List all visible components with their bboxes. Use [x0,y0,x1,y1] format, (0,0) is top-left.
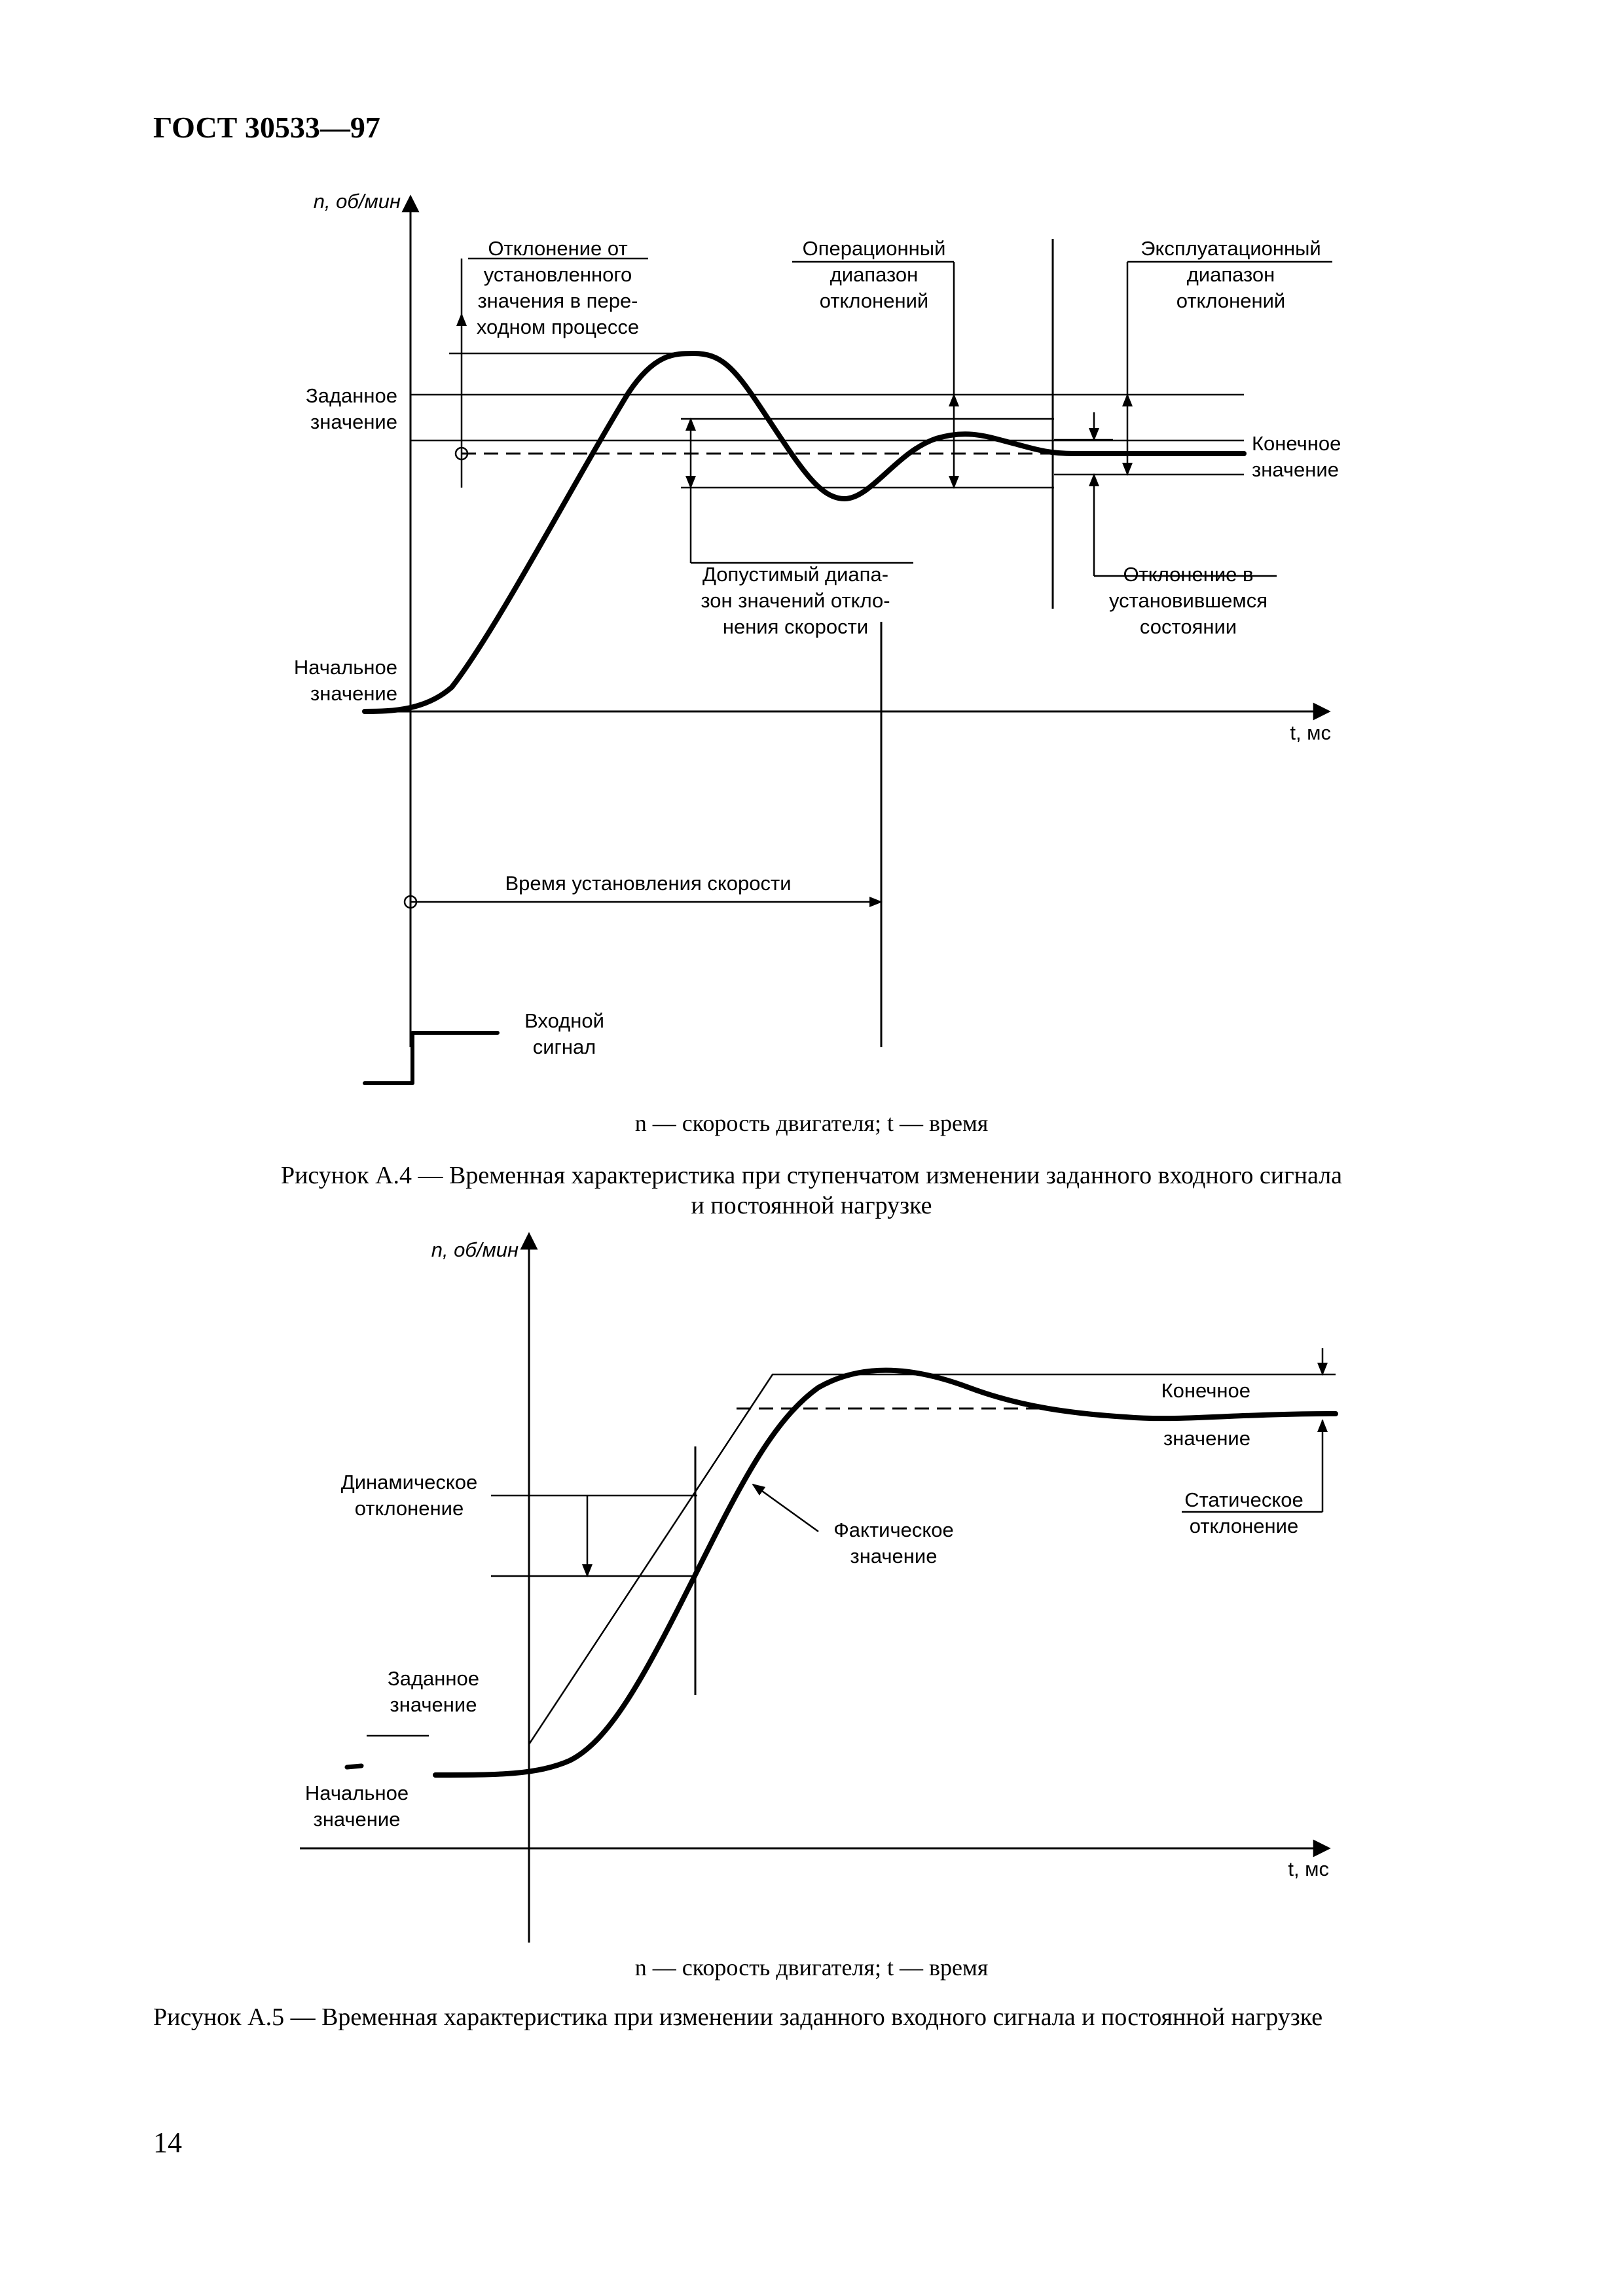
a4-label-exploitation [1140,237,1321,312]
svg-text:отклонений: отклонений [819,289,929,312]
a4-label-initial [294,656,397,705]
svg-text:Заданное: Заданное [387,1667,480,1690]
svg-text:Входной: Входной [524,1009,604,1032]
svg-text:Допустимый диапа-: Допустимый диапа- [702,563,889,586]
a4-response-curve [365,353,1244,711]
a5-label-initial [305,1782,409,1831]
a4-legend: n — скорость двигателя; t — время [634,1110,989,1136]
svg-text:Конечное: Конечное [1252,432,1341,455]
a5-caption: Рисунок А.5 — Временная характеристика при изменении заданного входного сигнала и постоянной нагрузке [153,2003,1323,2031]
a4-label-input [524,1009,604,1058]
figure-a5 [0,1211,1623,1996]
figure-a4 [0,0,1623,1113]
svg-text:отклонение: отклонение [1189,1515,1299,1537]
a4-label-steady-deviation [1109,563,1267,638]
a4-label-operational [803,237,946,312]
a4-label-settling: Время установления скорости [505,872,792,895]
a4-input-step [365,1033,498,1083]
svg-text:Начальное: Начальное [304,1782,409,1804]
a5-y-axis-label: n, об/мин [431,1238,519,1261]
svg-text:диапазон: диапазон [1186,263,1275,286]
a4-label-final [1252,432,1341,481]
a4-label-allowed [701,563,890,638]
svg-text:установленного: установленного [483,263,632,286]
svg-text:значение: значение [310,682,397,705]
svg-text:значение: значение [313,1808,401,1831]
svg-text:Отклонение в: Отклонение в [1123,563,1254,586]
svg-text:ходном процессе: ходном процессе [476,315,640,338]
svg-text:отклонений: отклонений [1176,289,1286,312]
svg-text:Динамическое: Динамическое [340,1471,478,1494]
svg-text:Конечное: Конечное [1161,1379,1250,1402]
svg-text:Операционный: Операционный [802,237,946,260]
a5-actual-arrow [753,1484,818,1532]
svg-text:Статическое: Статическое [1184,1488,1304,1511]
svg-text:значения в пере-: значения в пере- [477,289,638,312]
svg-text:Начальное: Начальное [293,656,397,679]
a5-initial-mark [347,1766,361,1767]
a5-label-dynamic [341,1471,478,1520]
svg-text:Отклонение от: Отклонение от [488,237,628,260]
svg-text:значение: значение [1252,458,1339,481]
a5-label-static [1184,1488,1304,1537]
svg-text:зон значений откло-: зон значений откло- [701,589,890,612]
a5-label-setpoint [388,1667,479,1716]
a5-legend: n — скорость двигателя; t — время [634,1954,989,1981]
svg-text:Фактическое: Фактическое [833,1518,954,1541]
svg-text:нения скорости: нения скорости [722,615,869,638]
svg-text:состоянии: состоянии [1139,615,1237,638]
svg-text:значение: значение [310,410,397,433]
a4-caption-line1: Рисунок А.4 — Временная характеристика при ступенчатом изменении заданного входного сигнала [280,1162,1343,1189]
svg-text:Заданное: Заданное [305,384,397,407]
page-number: 14 [153,2126,182,2159]
document-header: ГОСТ 30533—97 [153,111,380,144]
svg-text:Эксплуатационный: Эксплуатационный [1140,237,1321,260]
svg-text:значение: значение [390,1693,477,1716]
svg-text:диапазон: диапазон [830,263,919,286]
a4-label-overshoot [477,237,639,338]
a5-x-axis-label: t, мс [1288,1857,1329,1880]
svg-text:значение: значение [850,1545,938,1568]
a4-x-axis-label: t, мс [1290,721,1331,744]
svg-text:сигнал: сигнал [532,1035,596,1058]
a4-caption-line2: и постоянной нагрузке [691,1192,932,1219]
svg-text:установившемся: установившемся [1108,589,1268,612]
svg-text:отклонение: отклонение [354,1497,464,1520]
a4-label-setpoint [306,384,397,433]
svg-text:значение: значение [1163,1427,1250,1450]
a4-y-axis-label: n, об/мин [313,190,401,213]
a5-label-actual [833,1518,954,1568]
